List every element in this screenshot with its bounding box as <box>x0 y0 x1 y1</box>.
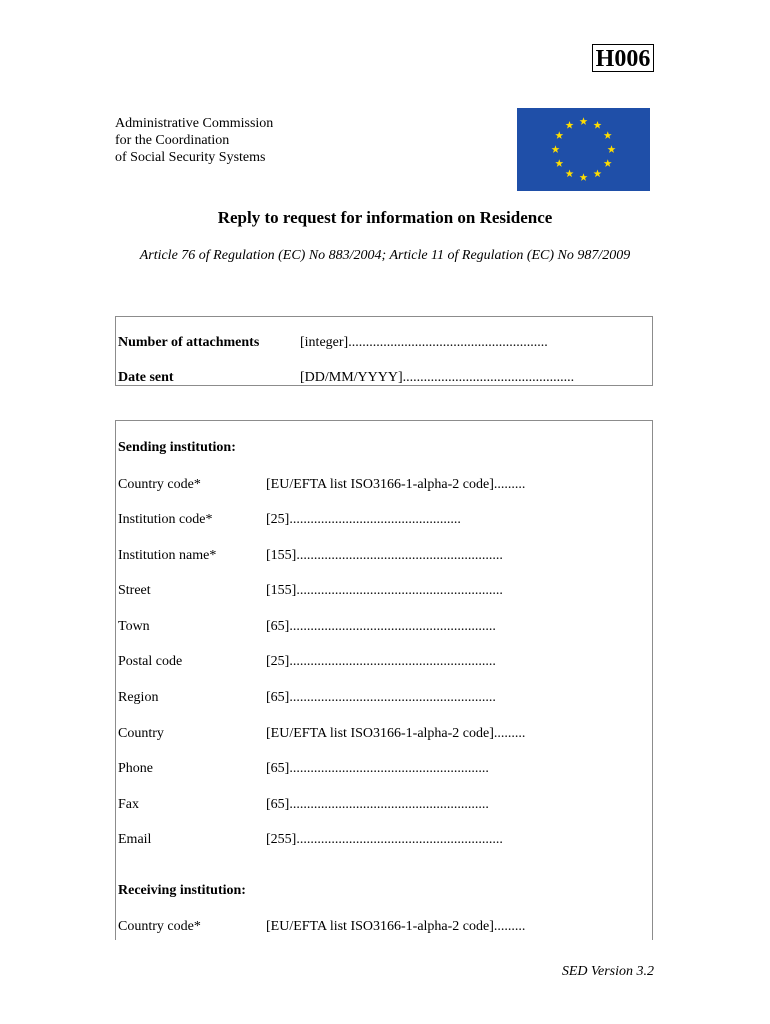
field-row <box>118 548 648 566</box>
sed-version: SED Version 3.2 <box>561 964 654 979</box>
field-label: Country code* <box>118 477 201 492</box>
field-value[interactable]: [255]........................................................... <box>266 832 503 847</box>
field-value[interactable]: [155]........................................................... <box>266 548 503 563</box>
eu-flag-icon <box>517 108 650 191</box>
field-label: Phone <box>118 761 153 776</box>
document-title: Reply to request for information on Residence <box>217 208 553 227</box>
receiving-institution-heading: Receiving institution: <box>118 883 246 898</box>
field-label: Postal code <box>118 654 183 669</box>
field-value[interactable]: [65]........................................................... <box>266 690 496 705</box>
field-label: Town <box>118 619 150 634</box>
field-label: Street <box>118 583 151 598</box>
form-code-badge: H006 <box>592 44 654 72</box>
field-label: Region <box>118 690 159 705</box>
field-row <box>118 797 648 815</box>
field-row <box>118 690 648 708</box>
field-row <box>118 654 648 672</box>
issuer-line: for the Coordination <box>115 133 230 148</box>
metadata-box <box>115 316 653 386</box>
field-label: Email <box>118 832 152 847</box>
field-label: Country <box>118 726 164 741</box>
issuer-block <box>115 115 273 166</box>
issuer-line: Administrative Commission <box>115 116 274 131</box>
date-sent-label: Date sent <box>118 370 174 385</box>
field-row <box>118 919 648 937</box>
field-value[interactable]: [65]......................................................... <box>266 797 489 812</box>
field-label: Fax <box>118 797 139 812</box>
field-value[interactable]: [25]........................................................... <box>266 654 496 669</box>
attachments-label: Number of attachments <box>118 335 260 350</box>
institution-box <box>115 420 653 940</box>
field-label: Institution code* <box>118 512 213 527</box>
field-value[interactable]: [EU/EFTA list ISO3166-1-alpha-2 code]......... <box>266 477 526 492</box>
field-value[interactable]: [EU/EFTA list ISO3166-1-alpha-2 code]......... <box>266 919 526 934</box>
field-value[interactable]: [155]........................................................... <box>266 583 503 598</box>
field-row <box>118 832 648 850</box>
field-value[interactable]: [65]......................................................... <box>266 761 489 776</box>
sending-institution-heading: Sending institution: <box>118 440 236 455</box>
attachments-field[interactable]: [integer]......................................................... <box>300 335 548 350</box>
field-row <box>118 583 648 601</box>
field-value[interactable]: [65]........................................................... <box>266 619 496 634</box>
field-row <box>118 761 648 779</box>
field-row <box>118 477 648 495</box>
field-value[interactable]: [25]................................................. <box>266 512 461 527</box>
field-row <box>118 619 648 637</box>
field-row <box>118 512 648 530</box>
date-sent-field[interactable]: [DD/MM/YYYY]................................................. <box>300 370 575 385</box>
field-label: Country code* <box>118 919 201 934</box>
field-value[interactable]: [EU/EFTA list ISO3166-1-alpha-2 code]......... <box>266 726 526 741</box>
issuer-line: of Social Security Systems <box>115 150 266 165</box>
field-label: Institution name* <box>118 548 217 563</box>
field-row <box>118 726 648 744</box>
document-subtitle: Article 76 of Regulation (EC) No 883/2004; Article 11 of Regulation (EC) No 987/2009 <box>139 248 631 263</box>
